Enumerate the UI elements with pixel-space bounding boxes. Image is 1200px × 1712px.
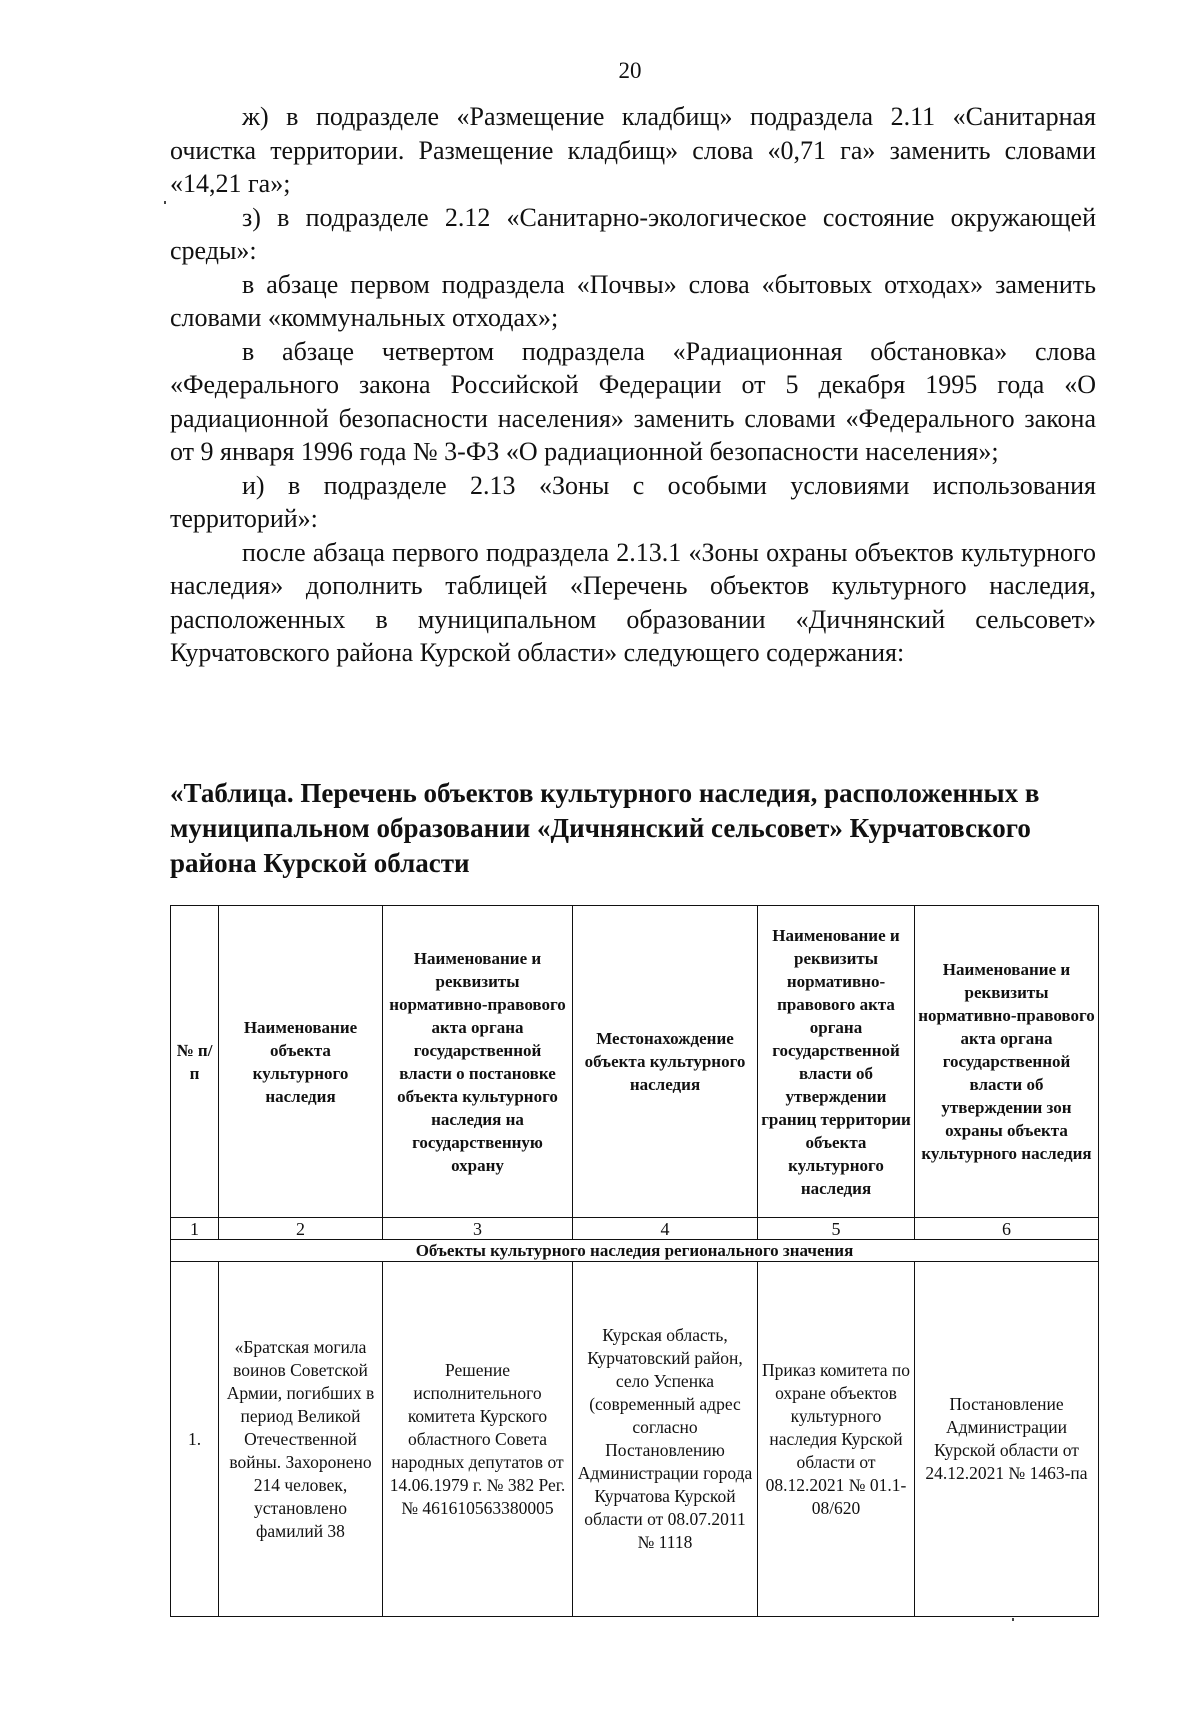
heritage-table xyxy=(170,905,1099,1617)
header-cell-number: № п/п xyxy=(171,906,219,1218)
zones-act-cell: Постановление Администрации Курской области от 24.12.2021 № 1463-па xyxy=(915,1262,1099,1617)
paragraph: ж) в подразделе «Размещение кладбищ» подраздела 2.11 «Санитарная очистка территории. Размещение кладбищ» слова «0,71 га» заменить словами «14,21 га»; xyxy=(170,102,1096,198)
scan-speck xyxy=(1012,1618,1014,1621)
paragraph: з) в подразделе 2.12 «Санитарно-экологическое состояние окружающей среды»: xyxy=(170,202,1096,265)
body-text xyxy=(170,100,1096,670)
column-number: 4 xyxy=(573,1218,758,1240)
column-number-row xyxy=(171,1218,1099,1240)
header-cell-territory-act: Наименование и реквизиты нормативно-правового акта органа государственной власти об утверждении границ территории объекта культурного наследия xyxy=(758,906,915,1218)
table-row xyxy=(171,1262,1099,1617)
header-cell-location: Местонахождение объекта культурного наследия xyxy=(573,906,758,1218)
table-header-row xyxy=(171,906,1099,1218)
column-number: 5 xyxy=(758,1218,915,1240)
page-number: 20 xyxy=(618,58,642,83)
header-cell-zones-act: Наименование и реквизиты нормативно-правового акта органа государственной власти об утверждении зон охраны объекта культурного наследия xyxy=(915,906,1099,1218)
row-number: 1. xyxy=(171,1262,219,1617)
column-number: 2 xyxy=(219,1218,383,1240)
location-cell: Курская область, Курчатовский район, село Успенка (современный адрес согласно Постановлению Администрации города Курчатова Курской области от 08.07.2011 № 1118 xyxy=(573,1262,758,1617)
protection-act-cell: Решение исполнительного комитета Курского областного Совета народных депутатов от 14.06.1979 г. № 382 Рег. № 461610563380005 xyxy=(383,1262,573,1617)
column-number: 3 xyxy=(383,1218,573,1240)
table-heading: «Таблица. Перечень объектов культурного наследия, расположенных в муниципальном образовании «Дичнянский сельсовет» Курчатовского района Курской области xyxy=(170,778,1040,878)
column-number: 6 xyxy=(915,1218,1099,1240)
header-cell-protection-act: Наименование и реквизиты нормативно-правового акта органа государственной власти о постановке объекта культурного наследия на государственную охрану xyxy=(383,906,573,1218)
section-title: Объекты культурного наследия регионального значения xyxy=(171,1240,1099,1262)
paragraph: в абзаце четвертом подраздела «Радиационная обстановка» слова «Федерального закона Российской Федерации от 5 декабря 1995 года «О радиационной безопасности населения» заменить словами «Федерального закона от 9 января 1996 года № 3-ФЗ «О радиационной безопасности населения»; xyxy=(170,336,1096,466)
scan-speck xyxy=(164,201,166,204)
paragraph: в абзаце первом подраздела «Почвы» слова «бытовых отходах» заменить словами «коммунальных отходах»; xyxy=(170,269,1096,332)
column-number: 1 xyxy=(171,1218,219,1240)
paragraph: и) в подразделе 2.13 «Зоны с особыми условиями использования территорий»: xyxy=(170,470,1096,533)
object-name-cell: «Братская могила воинов Советской Армии, погибших в период Великой Отечественной войны. Захоронено 214 человек, установлено фамилий 38 xyxy=(219,1262,383,1617)
territory-act-cell: Приказ комитета по охране объектов культурного наследия Курской области от 08.12.2021 № 01.1-08/620 xyxy=(758,1262,915,1617)
section-row xyxy=(171,1240,1099,1262)
paragraph: после абзаца первого подраздела 2.13.1 «Зоны охраны объектов культурного наследия» дополнить таблицей «Перечень объектов культурного наследия, расположенных в муниципальном образовании «Дичнянский сельсовет» Курчатовского района Курской области» следующего содержания: xyxy=(170,537,1096,667)
header-cell-name: Наименование объекта культурного наследия xyxy=(219,906,383,1218)
